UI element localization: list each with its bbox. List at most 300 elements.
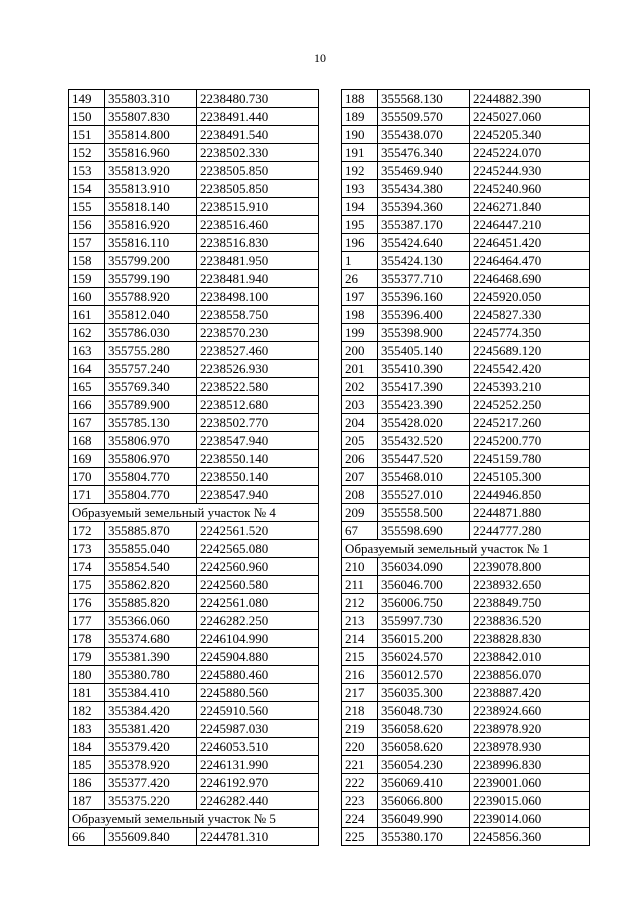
table-row <box>342 234 590 252</box>
point-number: 208 <box>342 486 378 504</box>
coordinate-x: 355381.390 <box>105 648 197 666</box>
coordinate-x: 355568.130 <box>378 90 470 108</box>
table-row <box>342 810 590 828</box>
coordinate-x: 355438.070 <box>378 126 470 144</box>
coordinate-y: 2246271.840 <box>470 198 590 216</box>
coordinate-y: 2245542.420 <box>470 360 590 378</box>
table-row <box>69 486 319 504</box>
point-number: 1 <box>342 252 378 270</box>
point-number: 225 <box>342 828 378 846</box>
coordinate-y: 2238547.940 <box>197 432 319 450</box>
point-number: 66 <box>69 828 105 846</box>
coordinate-x: 355366.060 <box>105 612 197 630</box>
table-row <box>342 198 590 216</box>
table-row <box>69 828 319 846</box>
coordinate-y: 2242561.520 <box>197 522 319 540</box>
point-number: 177 <box>69 612 105 630</box>
coordinate-y: 2246447.210 <box>470 216 590 234</box>
coordinate-x: 355410.390 <box>378 360 470 378</box>
table-row <box>342 486 590 504</box>
table-row <box>342 324 590 342</box>
coordinate-x: 356049.990 <box>378 810 470 828</box>
point-number: 157 <box>69 234 105 252</box>
section-title: Образуемый земельный участок № 1 <box>342 540 590 558</box>
table-row <box>342 468 590 486</box>
table-row <box>342 774 590 792</box>
table-row <box>69 774 319 792</box>
point-number: 214 <box>342 630 378 648</box>
coordinate-x: 356048.730 <box>378 702 470 720</box>
table-row <box>342 504 590 522</box>
section-title: Образуемый земельный участок № 4 <box>69 504 319 522</box>
table-row <box>342 594 590 612</box>
section-title: Образуемый земельный участок № 5 <box>69 810 319 828</box>
table-row <box>342 558 590 576</box>
table-row <box>342 288 590 306</box>
coordinate-y: 2238978.920 <box>470 720 590 738</box>
table-row <box>69 378 319 396</box>
point-number: 184 <box>69 738 105 756</box>
coordinate-x: 355609.840 <box>105 828 197 846</box>
coordinate-x: 356069.410 <box>378 774 470 792</box>
coordinate-y: 2238856.070 <box>470 666 590 684</box>
point-number: 220 <box>342 738 378 756</box>
coordinate-y: 2245224.070 <box>470 144 590 162</box>
point-number: 180 <box>69 666 105 684</box>
coordinate-y: 2245252.250 <box>470 396 590 414</box>
point-number: 173 <box>69 540 105 558</box>
point-number: 195 <box>342 216 378 234</box>
coordinate-y: 2239014.060 <box>470 810 590 828</box>
table-row <box>342 630 590 648</box>
coordinate-x: 355527.010 <box>378 486 470 504</box>
table-row <box>69 252 319 270</box>
coordinate-y: 2238547.940 <box>197 486 319 504</box>
point-number: 211 <box>342 576 378 594</box>
point-number: 166 <box>69 396 105 414</box>
table-row <box>69 414 319 432</box>
table-row <box>342 216 590 234</box>
coordinate-y: 2238550.140 <box>197 468 319 486</box>
table-row <box>342 108 590 126</box>
point-number: 199 <box>342 324 378 342</box>
table-row <box>69 522 319 540</box>
table-row <box>342 270 590 288</box>
table-row <box>69 540 319 558</box>
point-number: 196 <box>342 234 378 252</box>
table-row <box>69 432 319 450</box>
point-number: 185 <box>69 756 105 774</box>
point-number: 179 <box>69 648 105 666</box>
point-number: 209 <box>342 504 378 522</box>
point-number: 158 <box>69 252 105 270</box>
coordinate-y: 2245880.460 <box>197 666 319 684</box>
point-number: 164 <box>69 360 105 378</box>
coordinate-x: 355788.920 <box>105 288 197 306</box>
table-row <box>342 756 590 774</box>
coordinate-x: 356058.620 <box>378 738 470 756</box>
table-row <box>69 612 319 630</box>
point-number: 154 <box>69 180 105 198</box>
table-row <box>69 216 319 234</box>
point-number: 222 <box>342 774 378 792</box>
point-number: 215 <box>342 648 378 666</box>
coordinate-y: 2244777.280 <box>470 522 590 540</box>
table-row <box>342 126 590 144</box>
coordinate-y: 2238836.520 <box>470 612 590 630</box>
coordinate-y: 2245827.330 <box>470 306 590 324</box>
coordinate-x: 355396.400 <box>378 306 470 324</box>
point-number: 182 <box>69 702 105 720</box>
table-row <box>69 234 319 252</box>
coordinate-x: 355432.520 <box>378 432 470 450</box>
point-number: 207 <box>342 468 378 486</box>
coordinate-y: 2245240.960 <box>470 180 590 198</box>
coordinate-x: 355818.140 <box>105 198 197 216</box>
coordinate-x: 355813.920 <box>105 162 197 180</box>
point-number: 160 <box>69 288 105 306</box>
table-row <box>69 468 319 486</box>
coordinate-x: 356054.230 <box>378 756 470 774</box>
table-row <box>69 306 319 324</box>
point-number: 156 <box>69 216 105 234</box>
point-number: 217 <box>342 684 378 702</box>
table-row <box>69 558 319 576</box>
coordinate-x: 355509.570 <box>378 108 470 126</box>
table-row <box>69 108 319 126</box>
table-row <box>342 522 590 540</box>
point-number: 155 <box>69 198 105 216</box>
table-row <box>342 648 590 666</box>
coordinate-x: 355885.870 <box>105 522 197 540</box>
coordinate-x: 356015.200 <box>378 630 470 648</box>
coordinate-x: 355804.770 <box>105 486 197 504</box>
table-row <box>69 144 319 162</box>
table-row <box>342 162 590 180</box>
coordinate-y: 2238505.850 <box>197 162 319 180</box>
point-number: 153 <box>69 162 105 180</box>
coordinate-y: 2238480.730 <box>197 90 319 108</box>
point-number: 206 <box>342 450 378 468</box>
coordinate-y: 2245689.120 <box>470 342 590 360</box>
table-row <box>69 792 319 810</box>
table-row <box>342 450 590 468</box>
coordinate-y: 2238932.650 <box>470 576 590 594</box>
coordinate-y: 2242561.080 <box>197 594 319 612</box>
table-row <box>69 630 319 648</box>
coordinate-x: 355769.340 <box>105 378 197 396</box>
coordinate-y: 2245105.300 <box>470 468 590 486</box>
table-row <box>69 126 319 144</box>
point-number: 221 <box>342 756 378 774</box>
table-row <box>69 594 319 612</box>
coordinate-y: 2245774.350 <box>470 324 590 342</box>
coordinate-y: 2244871.880 <box>470 504 590 522</box>
coordinate-x: 355558.500 <box>378 504 470 522</box>
point-number: 150 <box>69 108 105 126</box>
coordinate-x: 355381.420 <box>105 720 197 738</box>
coordinate-y: 2246131.990 <box>197 756 319 774</box>
coordinate-y: 2245027.060 <box>470 108 590 126</box>
point-number: 165 <box>69 378 105 396</box>
coordinate-y: 2244781.310 <box>197 828 319 846</box>
section-header-row <box>69 504 319 522</box>
point-number: 175 <box>69 576 105 594</box>
coordinate-y: 2246104.990 <box>197 630 319 648</box>
table-row <box>69 576 319 594</box>
coordinate-x: 355405.140 <box>378 342 470 360</box>
point-number: 159 <box>69 270 105 288</box>
coordinate-y: 2245205.340 <box>470 126 590 144</box>
coordinate-x: 355885.820 <box>105 594 197 612</box>
section-header-row <box>69 810 319 828</box>
coordinate-y: 2238996.830 <box>470 756 590 774</box>
point-number: 169 <box>69 450 105 468</box>
coordinate-x: 355799.190 <box>105 270 197 288</box>
table-row <box>342 90 590 108</box>
table-row <box>342 396 590 414</box>
coordinate-y: 2238505.850 <box>197 180 319 198</box>
point-number: 201 <box>342 360 378 378</box>
table-row <box>69 324 319 342</box>
point-number: 168 <box>69 432 105 450</box>
table-row <box>342 432 590 450</box>
coordinate-y: 2238516.460 <box>197 216 319 234</box>
table-row <box>69 756 319 774</box>
coordinate-y: 2238522.580 <box>197 378 319 396</box>
table-row <box>69 360 319 378</box>
coordinate-x: 355598.690 <box>378 522 470 540</box>
coordinate-y: 2246192.970 <box>197 774 319 792</box>
coordinate-x: 355812.040 <box>105 306 197 324</box>
table-row <box>69 396 319 414</box>
coordinate-x: 355789.900 <box>105 396 197 414</box>
coordinate-x: 355816.920 <box>105 216 197 234</box>
coordinate-x: 355757.240 <box>105 360 197 378</box>
point-number: 151 <box>69 126 105 144</box>
coordinate-x: 355377.420 <box>105 774 197 792</box>
point-number: 202 <box>342 378 378 396</box>
point-number: 174 <box>69 558 105 576</box>
coordinate-y: 2245217.260 <box>470 414 590 432</box>
point-number: 189 <box>342 108 378 126</box>
coordinate-x: 355813.910 <box>105 180 197 198</box>
point-number: 212 <box>342 594 378 612</box>
point-number: 218 <box>342 702 378 720</box>
coordinate-x: 355380.170 <box>378 828 470 846</box>
point-number: 198 <box>342 306 378 324</box>
table-row <box>342 720 590 738</box>
coordinate-y: 2238491.540 <box>197 126 319 144</box>
coordinate-y: 2239015.060 <box>470 792 590 810</box>
point-number: 200 <box>342 342 378 360</box>
table-row <box>69 720 319 738</box>
coordinate-x: 355804.770 <box>105 468 197 486</box>
point-number: 203 <box>342 396 378 414</box>
coordinate-x: 355424.130 <box>378 252 470 270</box>
coordinate-x: 355396.160 <box>378 288 470 306</box>
coordinate-x: 355394.360 <box>378 198 470 216</box>
coordinate-x: 355428.020 <box>378 414 470 432</box>
table-row <box>69 648 319 666</box>
coordinate-x: 356034.090 <box>378 558 470 576</box>
coordinate-y: 2245200.770 <box>470 432 590 450</box>
coordinate-y: 2238512.680 <box>197 396 319 414</box>
point-number: 210 <box>342 558 378 576</box>
point-number: 161 <box>69 306 105 324</box>
point-number: 216 <box>342 666 378 684</box>
coordinate-y: 2246451.420 <box>470 234 590 252</box>
coordinate-x: 355423.390 <box>378 396 470 414</box>
table-row <box>69 342 319 360</box>
point-number: 205 <box>342 432 378 450</box>
coordinate-y: 2242560.960 <box>197 558 319 576</box>
coordinate-x: 355384.410 <box>105 684 197 702</box>
point-number: 191 <box>342 144 378 162</box>
point-number: 188 <box>342 90 378 108</box>
table-row <box>342 792 590 810</box>
coordinate-x: 355816.960 <box>105 144 197 162</box>
coordinate-y: 2238481.950 <box>197 252 319 270</box>
coordinate-x: 355862.820 <box>105 576 197 594</box>
coordinate-x: 355379.420 <box>105 738 197 756</box>
coordinate-y: 2242565.080 <box>197 540 319 558</box>
coordinate-x: 355375.220 <box>105 792 197 810</box>
coordinate-x: 355384.420 <box>105 702 197 720</box>
coordinate-y: 2238502.330 <box>197 144 319 162</box>
coordinate-y: 2238527.460 <box>197 342 319 360</box>
coordinate-y: 2244946.850 <box>470 486 590 504</box>
coordinate-x: 356006.750 <box>378 594 470 612</box>
point-number: 163 <box>69 342 105 360</box>
table-row <box>69 162 319 180</box>
point-number: 171 <box>69 486 105 504</box>
coordinate-x: 355806.970 <box>105 432 197 450</box>
table-row <box>342 378 590 396</box>
coordinate-y: 2238849.750 <box>470 594 590 612</box>
point-number: 186 <box>69 774 105 792</box>
coordinate-y: 2245244.930 <box>470 162 590 180</box>
coordinate-y: 2238502.770 <box>197 414 319 432</box>
coordinate-x: 355816.110 <box>105 234 197 252</box>
table-row <box>342 342 590 360</box>
coordinate-x: 355434.380 <box>378 180 470 198</box>
table-row <box>69 450 319 468</box>
coordinate-y: 2239078.800 <box>470 558 590 576</box>
point-number: 176 <box>69 594 105 612</box>
table-row <box>342 414 590 432</box>
table-row <box>342 576 590 594</box>
coordinate-x: 355424.640 <box>378 234 470 252</box>
coordinate-y: 2246468.690 <box>470 270 590 288</box>
coordinate-x: 355447.520 <box>378 450 470 468</box>
coordinate-x: 355814.800 <box>105 126 197 144</box>
coordinate-x: 355807.830 <box>105 108 197 126</box>
coordinate-x: 355997.730 <box>378 612 470 630</box>
coordinate-y: 2246282.440 <box>197 792 319 810</box>
coordinate-y: 2245159.780 <box>470 450 590 468</box>
coordinate-x: 355380.780 <box>105 666 197 684</box>
table-row <box>342 666 590 684</box>
coordinate-x: 355417.390 <box>378 378 470 396</box>
point-number: 219 <box>342 720 378 738</box>
point-number: 204 <box>342 414 378 432</box>
point-number: 187 <box>69 792 105 810</box>
coordinate-y: 2238828.830 <box>470 630 590 648</box>
table-row <box>69 684 319 702</box>
point-number: 213 <box>342 612 378 630</box>
coordinate-y: 2238491.440 <box>197 108 319 126</box>
coordinate-x: 356024.570 <box>378 648 470 666</box>
table-row <box>69 702 319 720</box>
coordinate-y: 2244882.390 <box>470 90 590 108</box>
page-number: 10 <box>314 51 326 65</box>
point-number: 197 <box>342 288 378 306</box>
coordinate-x: 355785.130 <box>105 414 197 432</box>
coordinate-y: 2238887.420 <box>470 684 590 702</box>
coordinate-y: 2245987.030 <box>197 720 319 738</box>
coordinate-x: 355806.970 <box>105 450 197 468</box>
section-header-row <box>342 540 590 558</box>
table-row <box>342 180 590 198</box>
coordinate-x: 356066.800 <box>378 792 470 810</box>
coordinate-y: 2238570.230 <box>197 324 319 342</box>
table-row <box>342 702 590 720</box>
coordinate-y: 2245920.050 <box>470 288 590 306</box>
coordinate-y: 2238550.140 <box>197 450 319 468</box>
point-number: 223 <box>342 792 378 810</box>
point-number: 192 <box>342 162 378 180</box>
table-row <box>342 612 590 630</box>
point-number: 172 <box>69 522 105 540</box>
coordinate-x: 355786.030 <box>105 324 197 342</box>
table-row <box>69 180 319 198</box>
point-number: 190 <box>342 126 378 144</box>
coordinate-y: 2245393.210 <box>470 378 590 396</box>
coordinate-y: 2238498.100 <box>197 288 319 306</box>
coordinate-x: 355378.920 <box>105 756 197 774</box>
table-row <box>342 738 590 756</box>
coordinate-y: 2245880.560 <box>197 684 319 702</box>
coordinates-table-left <box>68 89 319 846</box>
coordinate-y: 2238842.010 <box>470 648 590 666</box>
table-row <box>342 252 590 270</box>
coordinates-table-right <box>341 89 590 846</box>
coordinate-x: 356058.620 <box>378 720 470 738</box>
coordinate-y: 2246282.250 <box>197 612 319 630</box>
table-row <box>342 828 590 846</box>
point-number: 167 <box>69 414 105 432</box>
point-number: 183 <box>69 720 105 738</box>
point-number: 26 <box>342 270 378 288</box>
coordinate-y: 2238516.830 <box>197 234 319 252</box>
table-row <box>69 270 319 288</box>
point-number: 193 <box>342 180 378 198</box>
coordinate-y: 2238526.930 <box>197 360 319 378</box>
point-number: 178 <box>69 630 105 648</box>
point-number: 181 <box>69 684 105 702</box>
coordinate-x: 356012.570 <box>378 666 470 684</box>
coordinate-y: 2238481.940 <box>197 270 319 288</box>
coordinate-x: 355377.710 <box>378 270 470 288</box>
point-number: 224 <box>342 810 378 828</box>
table-row <box>342 306 590 324</box>
table-row <box>69 90 319 108</box>
coordinate-y: 2238515.910 <box>197 198 319 216</box>
table-row <box>69 288 319 306</box>
coordinate-y: 2238924.660 <box>470 702 590 720</box>
coordinate-x: 355398.900 <box>378 324 470 342</box>
